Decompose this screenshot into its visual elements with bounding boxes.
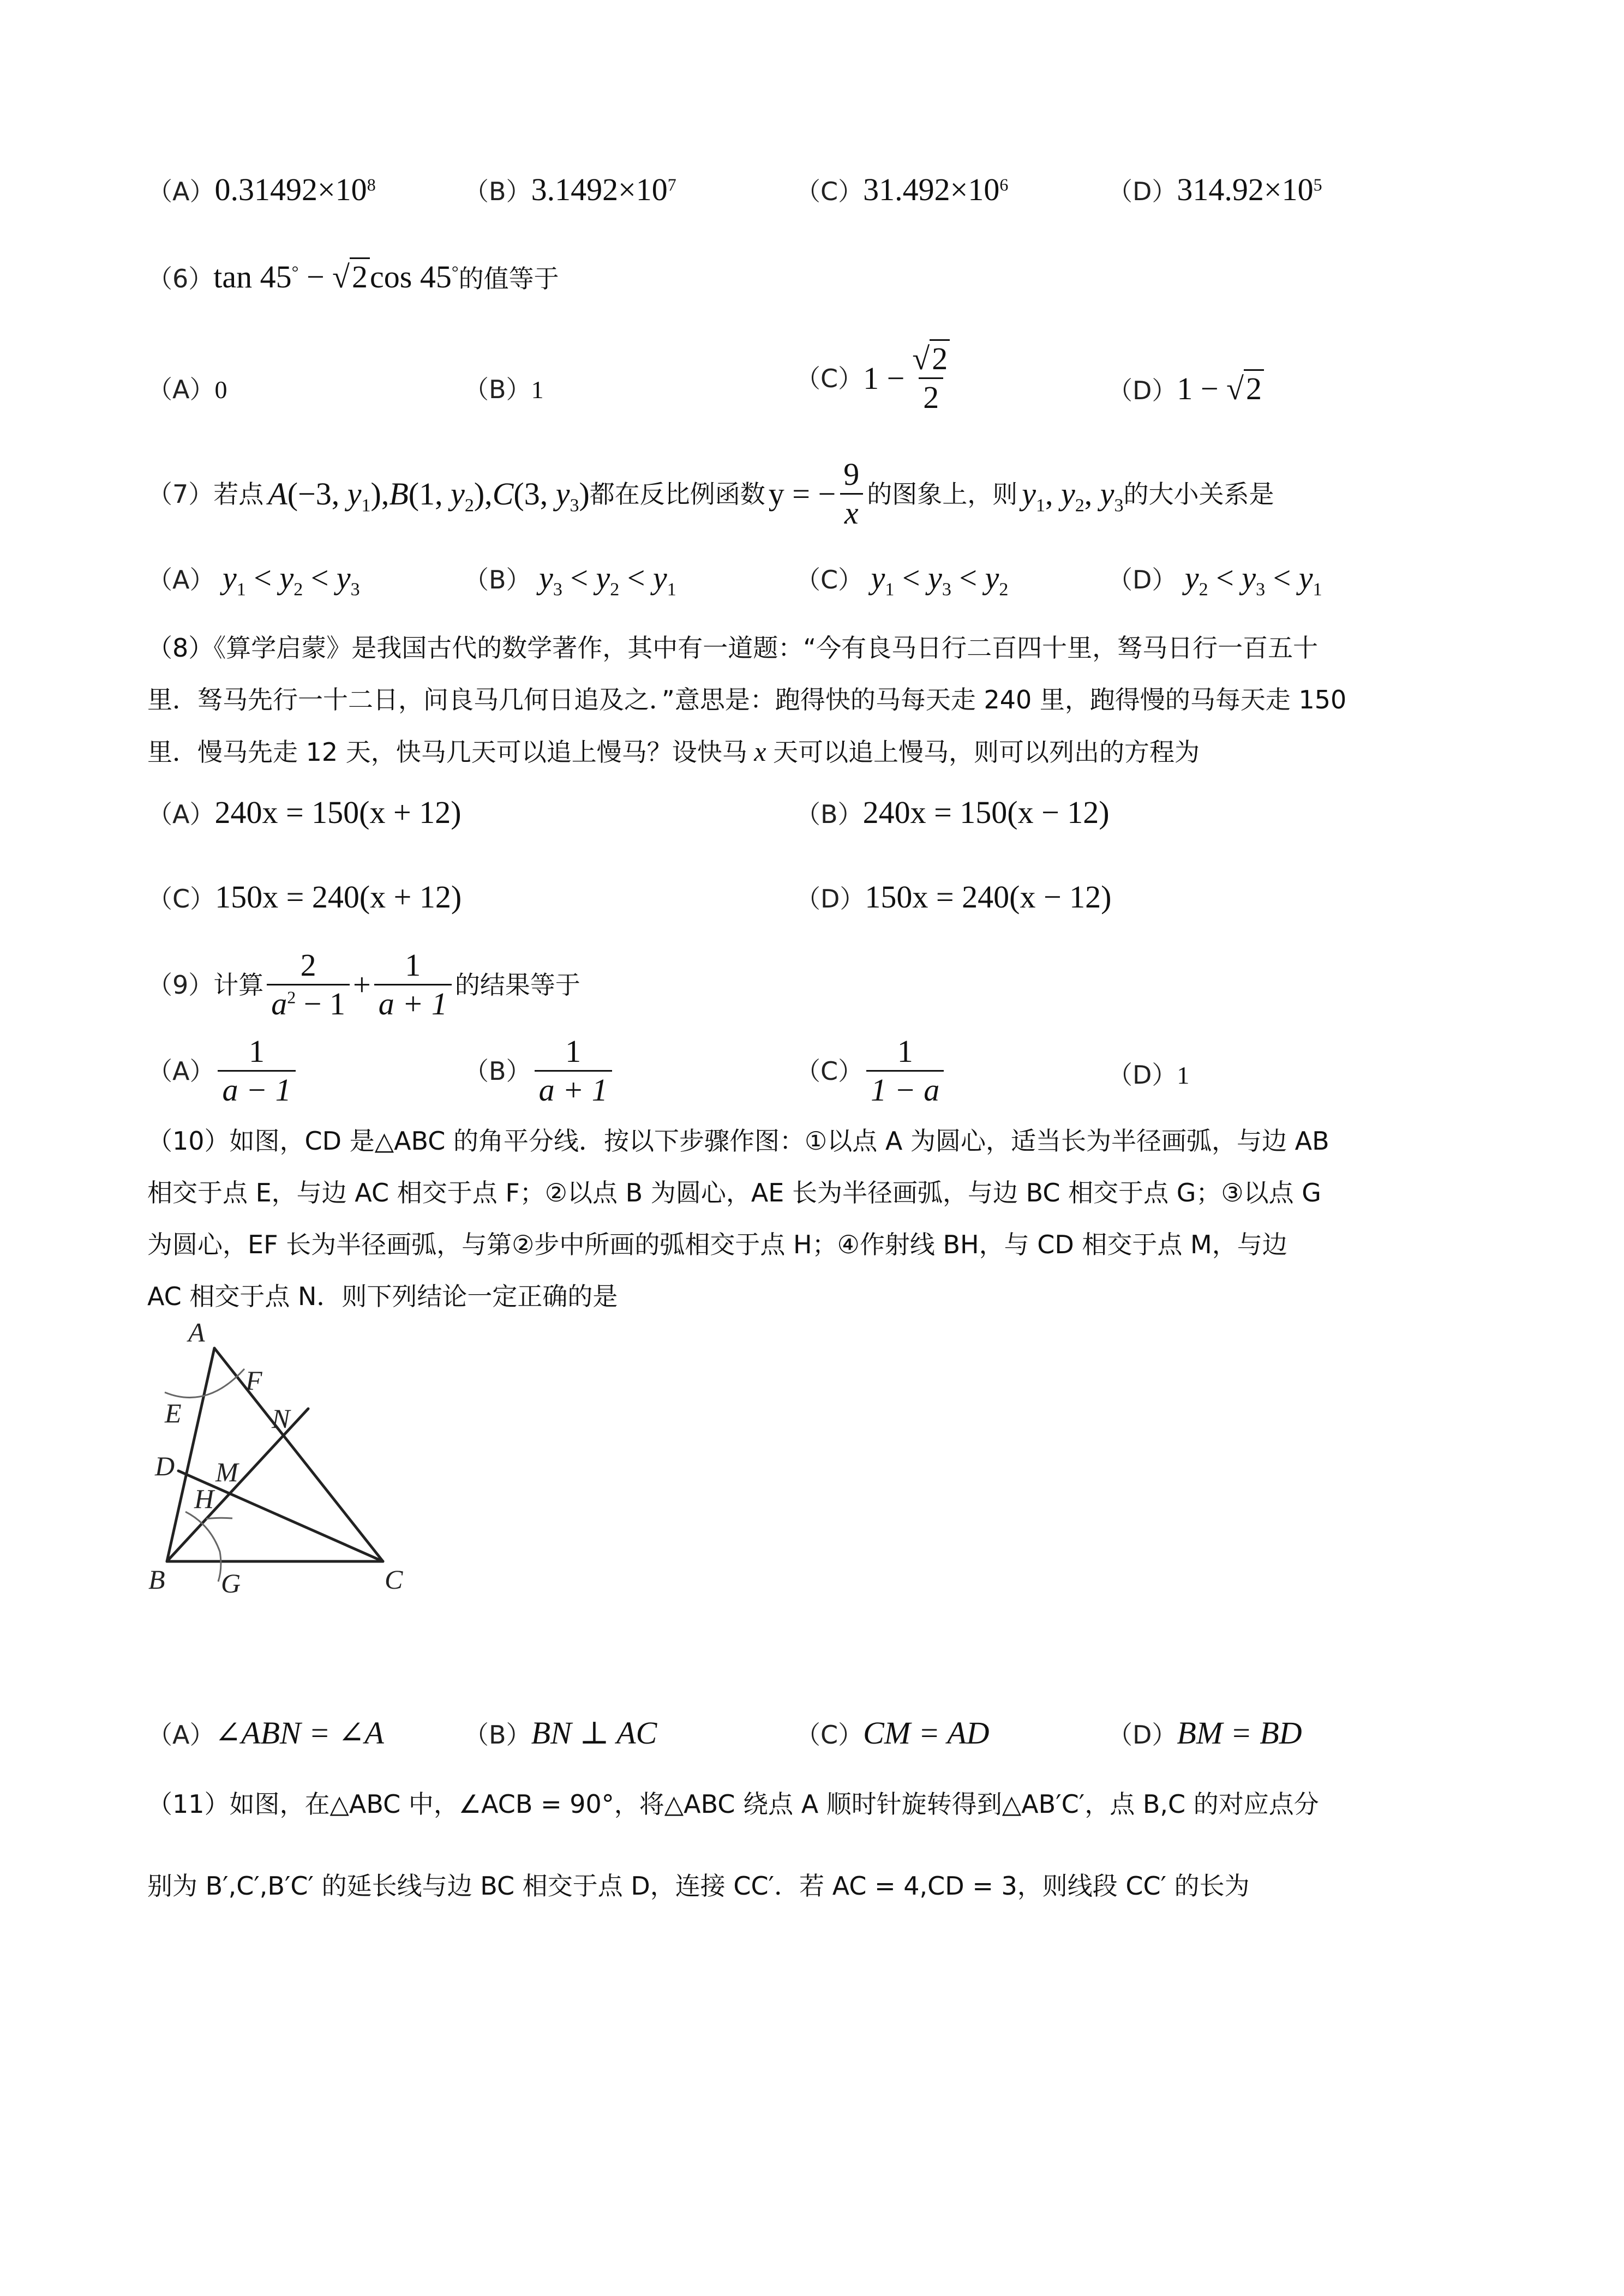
option-prefix: 1 − bbox=[1177, 371, 1227, 406]
q7-end: 的大小关系是 bbox=[1123, 479, 1274, 509]
q10-line-4: AC 相交于点 N．则下列结论一定正确的是 bbox=[147, 1282, 618, 1311]
question-number: （7） bbox=[147, 479, 214, 509]
option-label: （A） bbox=[147, 375, 215, 404]
q6-cos: cos 45 bbox=[370, 259, 452, 294]
q9-option-b: （B） $\frac{1}{a + 1}$ bbox=[464, 1035, 615, 1107]
q7-intro: 若点 bbox=[213, 479, 264, 509]
q6-option-c bbox=[795, 342, 957, 414]
q8-line-2: 里．驽马先行一十二日，问良马几何日追及之．”意思是：跑得快的马每天走 240 里，跑得慢的马每天走 150 bbox=[147, 685, 1347, 714]
q10-line-2: 相交于点 E，与边 AC 相交于点 F；②以点 B 为圆心，AE 长为半径画弧，与边 BC 相交于点 G；③以点 G bbox=[147, 1178, 1321, 1207]
option-exponent: 7 bbox=[667, 175, 676, 195]
q11-line-1: （11）如图，在△ABC 中，∠ACB = 90°，将△ABC 绕点 A 顺时针旋转得到△AB′C′，点 B,C 的对应点分 bbox=[147, 1789, 1319, 1819]
option-times: ×10 bbox=[950, 172, 1000, 207]
option-label: （D） bbox=[1107, 376, 1177, 405]
q10-option-b: （B）BN ⊥ AC bbox=[464, 1715, 657, 1751]
fraction-2: $\frac{1}{a + 1}$ bbox=[374, 949, 452, 1020]
option-times: ×10 bbox=[317, 172, 367, 207]
option-exponent: 6 bbox=[999, 175, 1009, 195]
q7-option-a: （A） $y_1 < y_2 < y_3$ bbox=[147, 560, 360, 600]
q9-option-c: （C） $\frac{1}{1 - a}$ bbox=[795, 1035, 947, 1107]
q10-figure bbox=[136, 1320, 518, 1712]
q7-stem bbox=[147, 458, 1274, 530]
arc-h bbox=[206, 1518, 232, 1519]
q8-line-3: 里．慢马先走 12 天，快马几天可以追上慢马？设快马 x 天可以追上慢马，则可以列出的方程为 bbox=[147, 736, 1200, 767]
point-b: B(1, $y_2$), bbox=[389, 476, 493, 516]
q6-option-b bbox=[464, 372, 544, 406]
fraction-1: $\frac{2}{a^2 - 1}$ bbox=[267, 949, 350, 1020]
label-g: G bbox=[221, 1568, 241, 1598]
y-values: $y_1$, $y_2$, $y_3$ bbox=[1022, 476, 1124, 516]
option-value: 314.92 bbox=[1177, 172, 1264, 207]
label-f: F bbox=[245, 1365, 262, 1396]
q8-option-c: （C）150x = 240(x + 12) bbox=[147, 879, 462, 915]
label-b: B bbox=[148, 1564, 165, 1595]
option-times: ×10 bbox=[1263, 172, 1314, 207]
degree-sign: ° bbox=[291, 262, 299, 282]
q6-tan: tan 45 bbox=[213, 259, 292, 294]
q8-line-1: （8）《算学启蒙》是我国古代的数学著作，其中有一道题：“今有良马日行二百四十里，驽马日行一百五十 bbox=[147, 633, 1319, 663]
label-m: M bbox=[215, 1457, 238, 1487]
option-label: （C） bbox=[795, 177, 864, 206]
q6-suffix: 的值等于 bbox=[458, 264, 559, 293]
sqrt-arg: 2 bbox=[1244, 369, 1264, 406]
q9-intro: 计算 bbox=[213, 970, 264, 1000]
q10-option-d: （D）BM = BD bbox=[1107, 1715, 1302, 1751]
q10-line-1: （10）如图，CD 是△ABC 的角平分线．按以下步骤作图：①以点 A 为圆心，适当长为半径画弧，与边 AB bbox=[147, 1126, 1329, 1156]
point-c: C(3, $y_3$) bbox=[492, 476, 590, 516]
fraction: $\frac{√2}{2}$ bbox=[908, 342, 954, 414]
sqrt-arg: 2 bbox=[350, 257, 370, 294]
q8-option-b: （B）240x = 150(x − 12) bbox=[795, 795, 1110, 830]
label-a: A bbox=[188, 1320, 205, 1348]
q5-option-d bbox=[1107, 173, 1322, 208]
option-value: 1 bbox=[531, 376, 544, 404]
q10-line-3: 为圆心，EF 长为半径画弧，与第②步中所画的弧相交于点 H；④作射线 BH，与 CD 相交于点 M，与边 bbox=[147, 1230, 1287, 1259]
option-value: 31.492 bbox=[863, 172, 950, 207]
option-label: （B） bbox=[464, 177, 531, 206]
q7-option-b: （B） $y_3 < y_2 < y_1$ bbox=[464, 560, 676, 600]
q7-middle: 都在反比例函数 bbox=[589, 479, 765, 509]
option-value: 3.1492 bbox=[531, 172, 619, 207]
sqrt-arg: 2 bbox=[930, 339, 950, 376]
q5-option-a bbox=[147, 173, 376, 208]
q10-option-c: （C）CM = AD bbox=[795, 1715, 990, 1751]
label-e: E bbox=[165, 1398, 182, 1428]
fraction bbox=[839, 458, 864, 530]
option-label: （A） bbox=[147, 177, 215, 206]
option-prefix: 1 − bbox=[863, 360, 905, 396]
option-label: （D） bbox=[1107, 177, 1177, 206]
option-value: 0 bbox=[214, 376, 227, 404]
q5-option-b bbox=[464, 173, 676, 208]
q7-option-d: （D） $y_2 < y_3 < y_1$ bbox=[1107, 560, 1322, 600]
q9-option-a: （A） $\frac{1}{a - 1}$ bbox=[147, 1035, 299, 1107]
label-c: C bbox=[385, 1564, 403, 1595]
sqrt: √2 bbox=[332, 261, 370, 293]
q9-stem bbox=[147, 949, 580, 1020]
question-number: （9） bbox=[147, 970, 214, 1000]
minus: − bbox=[298, 259, 333, 294]
point-a: A(−3, $y_1$), bbox=[268, 476, 389, 516]
func-lhs: y = − bbox=[768, 476, 836, 512]
plus: + bbox=[353, 966, 371, 1002]
question-number: （6） bbox=[147, 264, 214, 293]
option-exponent: 5 bbox=[1313, 175, 1322, 195]
option-times: ×10 bbox=[618, 172, 668, 207]
degree-sign: ° bbox=[451, 262, 459, 282]
denominator: 2 bbox=[919, 377, 943, 414]
q9-suffix: 的结果等于 bbox=[454, 970, 580, 1000]
q7-after: 的图象上，则 bbox=[867, 479, 1018, 509]
q7-option-c: （C） $y_1 < y_3 < y_2$ bbox=[795, 560, 1009, 600]
option-label: （B） bbox=[464, 375, 531, 404]
option-exponent: 8 bbox=[367, 175, 376, 195]
label-d: D bbox=[155, 1451, 175, 1481]
numerator: 9 bbox=[843, 456, 860, 492]
label-n: N bbox=[272, 1403, 290, 1434]
q6-option-d: （D）1 − √2 bbox=[1107, 372, 1264, 407]
q5-option-c bbox=[795, 173, 1008, 208]
denominator: x bbox=[840, 493, 863, 530]
q8-option-d: （D）150x = 240(x − 12) bbox=[795, 879, 1112, 915]
q6-option-a bbox=[147, 372, 227, 406]
q8-option-a: （A）240x = 150(x + 12) bbox=[147, 795, 462, 830]
q11-line-2: 别为 B′,C′,B′C′ 的延长线与边 BC 相交于点 D，连接 CC′．若 AC = 4,CD = 3，则线段 CC′ 的长为 bbox=[147, 1871, 1250, 1901]
side-ac bbox=[214, 1348, 383, 1561]
q9-option-d: （D）1 bbox=[1107, 1060, 1190, 1090]
label-h: H bbox=[194, 1483, 214, 1514]
q10-option-a: （A）∠ABN = ∠A bbox=[147, 1715, 384, 1751]
q6-stem bbox=[147, 261, 559, 295]
option-value: 0.31492 bbox=[214, 172, 317, 207]
option-label: （C） bbox=[795, 363, 864, 393]
